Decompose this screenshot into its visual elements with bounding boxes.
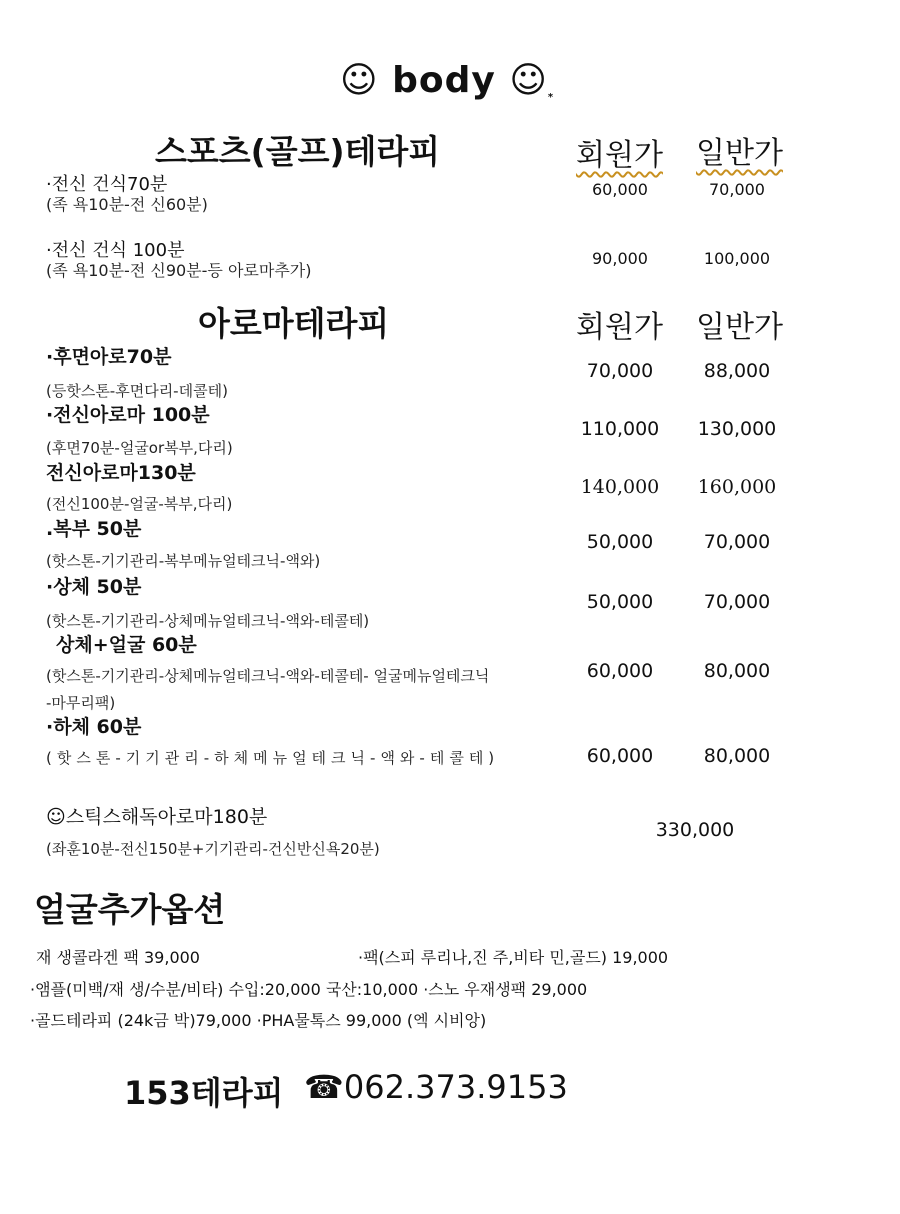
item-regular-price: 80,000: [703, 745, 771, 767]
aroma-heading: 아로마테라피: [198, 304, 390, 343]
item-regular-price: 88,000: [703, 360, 771, 382]
item-desc: (등핫스톤-후면다리-데콜테): [46, 382, 228, 400]
shop-name: 153테라피: [124, 1074, 284, 1112]
item-name: 상체+얼굴 60분: [56, 634, 197, 656]
title-mark: *: [547, 92, 555, 104]
option-line: 재 생콜라겐 팩 39,000: [36, 948, 200, 967]
aroma-col-regular: 일반가: [696, 310, 783, 345]
item-regular-price: 130,000: [697, 418, 777, 440]
option-line: ·앰플(미백/재 생/수분/비타) 수입:20,000 국산:10,000 ·스노 우재생팩 29,000: [30, 980, 588, 999]
item-desc: (후면70분-얼굴or복부,다리): [46, 439, 233, 457]
special-desc: (좌훈10분-전신150분+기기관리-건신반신욕20분): [46, 840, 380, 858]
item-name: ·전신 건식70분: [46, 174, 168, 195]
item-regular-price: 80,000: [703, 660, 771, 682]
item-regular-price: 70,000: [709, 180, 765, 199]
item-member-price: 60,000: [586, 745, 654, 767]
special-price: 330,000: [655, 819, 735, 841]
item-member-price: 90,000: [592, 249, 648, 268]
option-line: ·팩(스피 루리나,진 주,비타 민,골드) 19,000: [358, 948, 669, 967]
item-desc: (핫스톤-기기관리-복부메뉴얼테크닉-액와): [46, 552, 321, 570]
item-member-price: 140,000: [580, 476, 660, 498]
item-desc: (핫스톤-기기관리-상체메뉴얼테크닉-액와-테콜테- 얼굴메뉴얼테크닉: [46, 667, 490, 685]
item-member-price: 110,000: [580, 418, 660, 440]
item-name: ·후면아로70분: [46, 346, 172, 368]
item-regular-price: 70,000: [703, 531, 771, 553]
item-name: ·전신 건식 100분: [46, 240, 185, 261]
item-member-price: 60,000: [586, 660, 654, 682]
option-line: ·골드테라피 (24k금 박)79,000 ·PHA물톡스 99,000 (엑 시비앙): [30, 1011, 487, 1030]
item-name: ·전신아로마 100분: [46, 404, 210, 426]
sports-col-regular: 일반가: [696, 136, 783, 171]
aroma-col-member: 회원가: [576, 310, 663, 345]
special-name: ☺스틱스해독아로마180분: [46, 806, 268, 828]
item-name: ·하체 60분: [46, 716, 142, 738]
phone-number[interactable]: ☎062.373.9153: [304, 1068, 568, 1106]
item-desc: (족 욕10분-전 신90분-등 아로마추가): [46, 261, 312, 280]
item-name: .복부 50분: [46, 518, 142, 540]
sports-heading: 스포츠(골프)테라피: [155, 132, 441, 171]
item-member-price: 60,000: [592, 180, 648, 199]
item-regular-price: 70,000: [703, 591, 771, 613]
page-title: ☺ body $☺_*$: [340, 60, 555, 104]
item-desc-continued: -마무리팩): [46, 694, 116, 712]
item-desc: (전신100분-얼굴-복부,다리): [46, 495, 233, 513]
item-desc: (족 욕10분-전 신60분): [46, 195, 208, 214]
face-heading: 얼굴추가옵션: [34, 890, 226, 929]
item-member-price: 50,000: [586, 531, 654, 553]
item-name: ·상체 50분: [46, 576, 142, 598]
item-name: 전신아로마130분: [46, 462, 196, 484]
item-member-price: 50,000: [586, 591, 654, 613]
sports-col-member: 회원가: [576, 138, 663, 173]
item-regular-price: 100,000: [703, 249, 771, 268]
item-member-price: 70,000: [586, 360, 654, 382]
item-regular-price: 160,000: [697, 476, 777, 498]
item-desc: (핫스톤-기기관리-상체메뉴얼테크닉-액와-테콜테): [46, 612, 370, 630]
item-desc: (핫스톤-기기관리-하체메뉴얼테크닉-액와-테콜테): [46, 749, 500, 767]
